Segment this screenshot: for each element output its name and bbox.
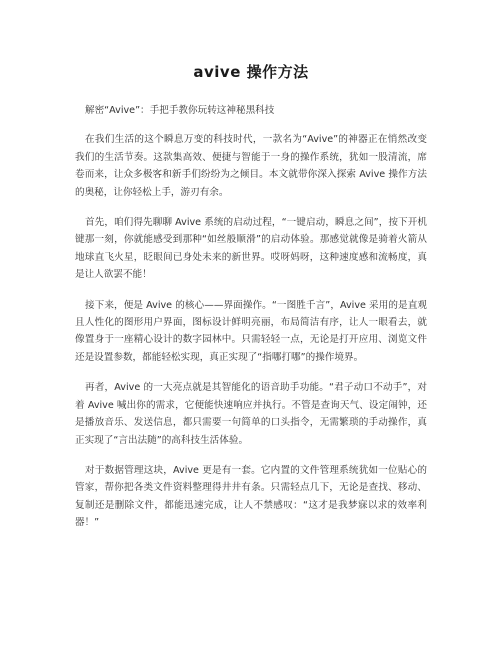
startup-paragraph: 首先，咱们得先聊聊 Avive 系统的启动过程，“一键启动，瞬息之间”，按下开机键那一刻，你就能感受到那种“如丝般顺滑”的启动体验。那感觉就像是骑着火箭从地球直飞火星，眨眼间已身处未来的新世界。哎呀妈呀，这种速度感和流畅度，真是让人欲罢不能！ [75, 217, 427, 281]
voice-assistant-paragraph: 再者，Avive 的一大亮点就是其智能化的语音助手功能。“君子动口不动手”，对着 Avive 喊出你的需求，它便能快速响应并执行。不管是查询天气、设定闹钟，还是播放音乐、发送信息，都只需要一句简单的口头指令，无需繁琐的手动操作，真正实现了“言出法随”的高科技生活体验。 [75, 382, 427, 446]
subtitle-paragraph: 解密“Avive”：手把手教你玩转这神秘黑科技 [85, 105, 275, 116]
data-management-paragraph: 对于数据管理这块，Avive 更是有一套。它内置的文件管理系统犹如一位贴心的管家，帮你把各类文件资料整理得井井有条。只需轻点几下，无论是查找、移动、复制还是删除文件，都能迅速完成，让人不禁感叹：“这才是我梦寐以求的效率利器！” [75, 464, 427, 529]
document-body [75, 102, 427, 545]
intro-paragraph: 在我们生活的这个瞬息万变的科技时代，一款名为“Avive”的神器正在悄然改变我们的生活节奏。这款集高效、便捷与智能于一身的操作系统，犹如一股清流，席卷而来，让众多极客和新手们纷纷为之倾目。本文就带你深入探索 Avive 操作方法的奥秘，让你轻松上手，游刃有余。 [75, 134, 427, 198]
interface-paragraph: 接下来，便是 Avive 的核心——界面操作。“一图胜千言”，Avive 采用的是直观且人性化的图形用户界面，图标设计鲜明亮丽，布局简洁有序，让人一眼看去，就像置身于一座精心设计的数字园林中。只需轻轻一点，无论是打开应用、浏览文件还是设置参数，都能轻松实现，真正实现了“指哪打哪”的操作境界。 [75, 299, 427, 363]
document-title: avive 操作方法 [193, 63, 309, 81]
